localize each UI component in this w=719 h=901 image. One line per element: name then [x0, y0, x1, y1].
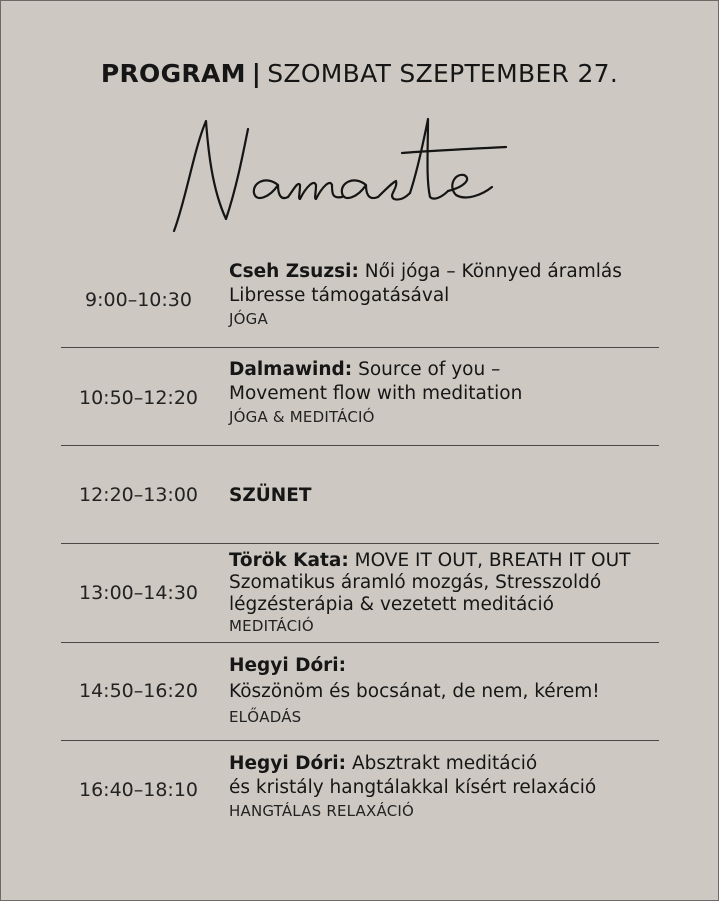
program-label: PROGRAM — [100, 59, 246, 88]
session-subtitle: Movement flow with meditation — [229, 383, 523, 404]
session-subtitle-2: légzésterápia & vezetett meditáció — [229, 594, 554, 615]
session-category: ELŐADÁS — [229, 708, 302, 726]
session-category: HANGTÁLAS RELAXÁCIÓ — [229, 802, 415, 820]
session-title: Női jóga – Könnyed áramlás — [364, 261, 622, 282]
break-label: SZÜNET — [229, 485, 312, 506]
session-description — [229, 260, 669, 330]
session-subtitle: Libresse támogatásával — [229, 285, 450, 306]
time-slot: 9:00–10:30 — [85, 289, 192, 311]
presenter-name: Hegyi Dóri: — [229, 753, 347, 774]
session-description — [229, 358, 669, 428]
row-divider — [61, 740, 659, 741]
session-title: MOVE IT OUT, BREATH IT OUT — [354, 550, 631, 571]
session-title: Köszönöm és bocsánat, de nem, kérem! — [229, 681, 600, 702]
page-title — [1, 59, 718, 88]
row-divider — [61, 642, 659, 643]
namaste-script-logo — [166, 109, 566, 239]
session-description — [229, 550, 669, 636]
row-divider — [61, 347, 659, 348]
session-category: JÓGA — [229, 310, 268, 328]
session-description — [229, 654, 669, 728]
session-subtitle: Szomatikus áramló mozgás, Stresszoldó — [229, 572, 602, 593]
session-description — [229, 752, 669, 822]
session-subtitle: és kristály hangtálakkal kísért relaxáció — [229, 777, 597, 798]
time-slot: 12:20–13:00 — [78, 484, 198, 506]
row-divider — [61, 445, 659, 446]
row-divider — [61, 543, 659, 544]
event-date: SZOMBAT SZEPTEMBER 27. — [267, 59, 619, 88]
presenter-name: Cseh Zsuzsi: — [229, 261, 359, 282]
session-category: MEDITÁCIÓ — [229, 617, 314, 635]
time-slot: 14:50–16:20 — [78, 680, 198, 702]
session-description — [229, 484, 669, 508]
session-title: Source of you – — [358, 359, 501, 380]
time-slot: 10:50–12:20 — [78, 387, 198, 409]
time-slot: 16:40–18:10 — [78, 779, 198, 801]
presenter-name: Hegyi Dóri: — [229, 655, 347, 676]
title-separator: | — [251, 59, 262, 88]
time-slot: 13:00–14:30 — [78, 582, 198, 604]
presenter-name: Dalmawind: — [229, 359, 353, 380]
session-title: Absztrakt meditáció — [351, 753, 538, 774]
session-category: JÓGA & MEDITÁCIÓ — [229, 408, 375, 426]
presenter-name: Török Kata: — [229, 550, 349, 571]
